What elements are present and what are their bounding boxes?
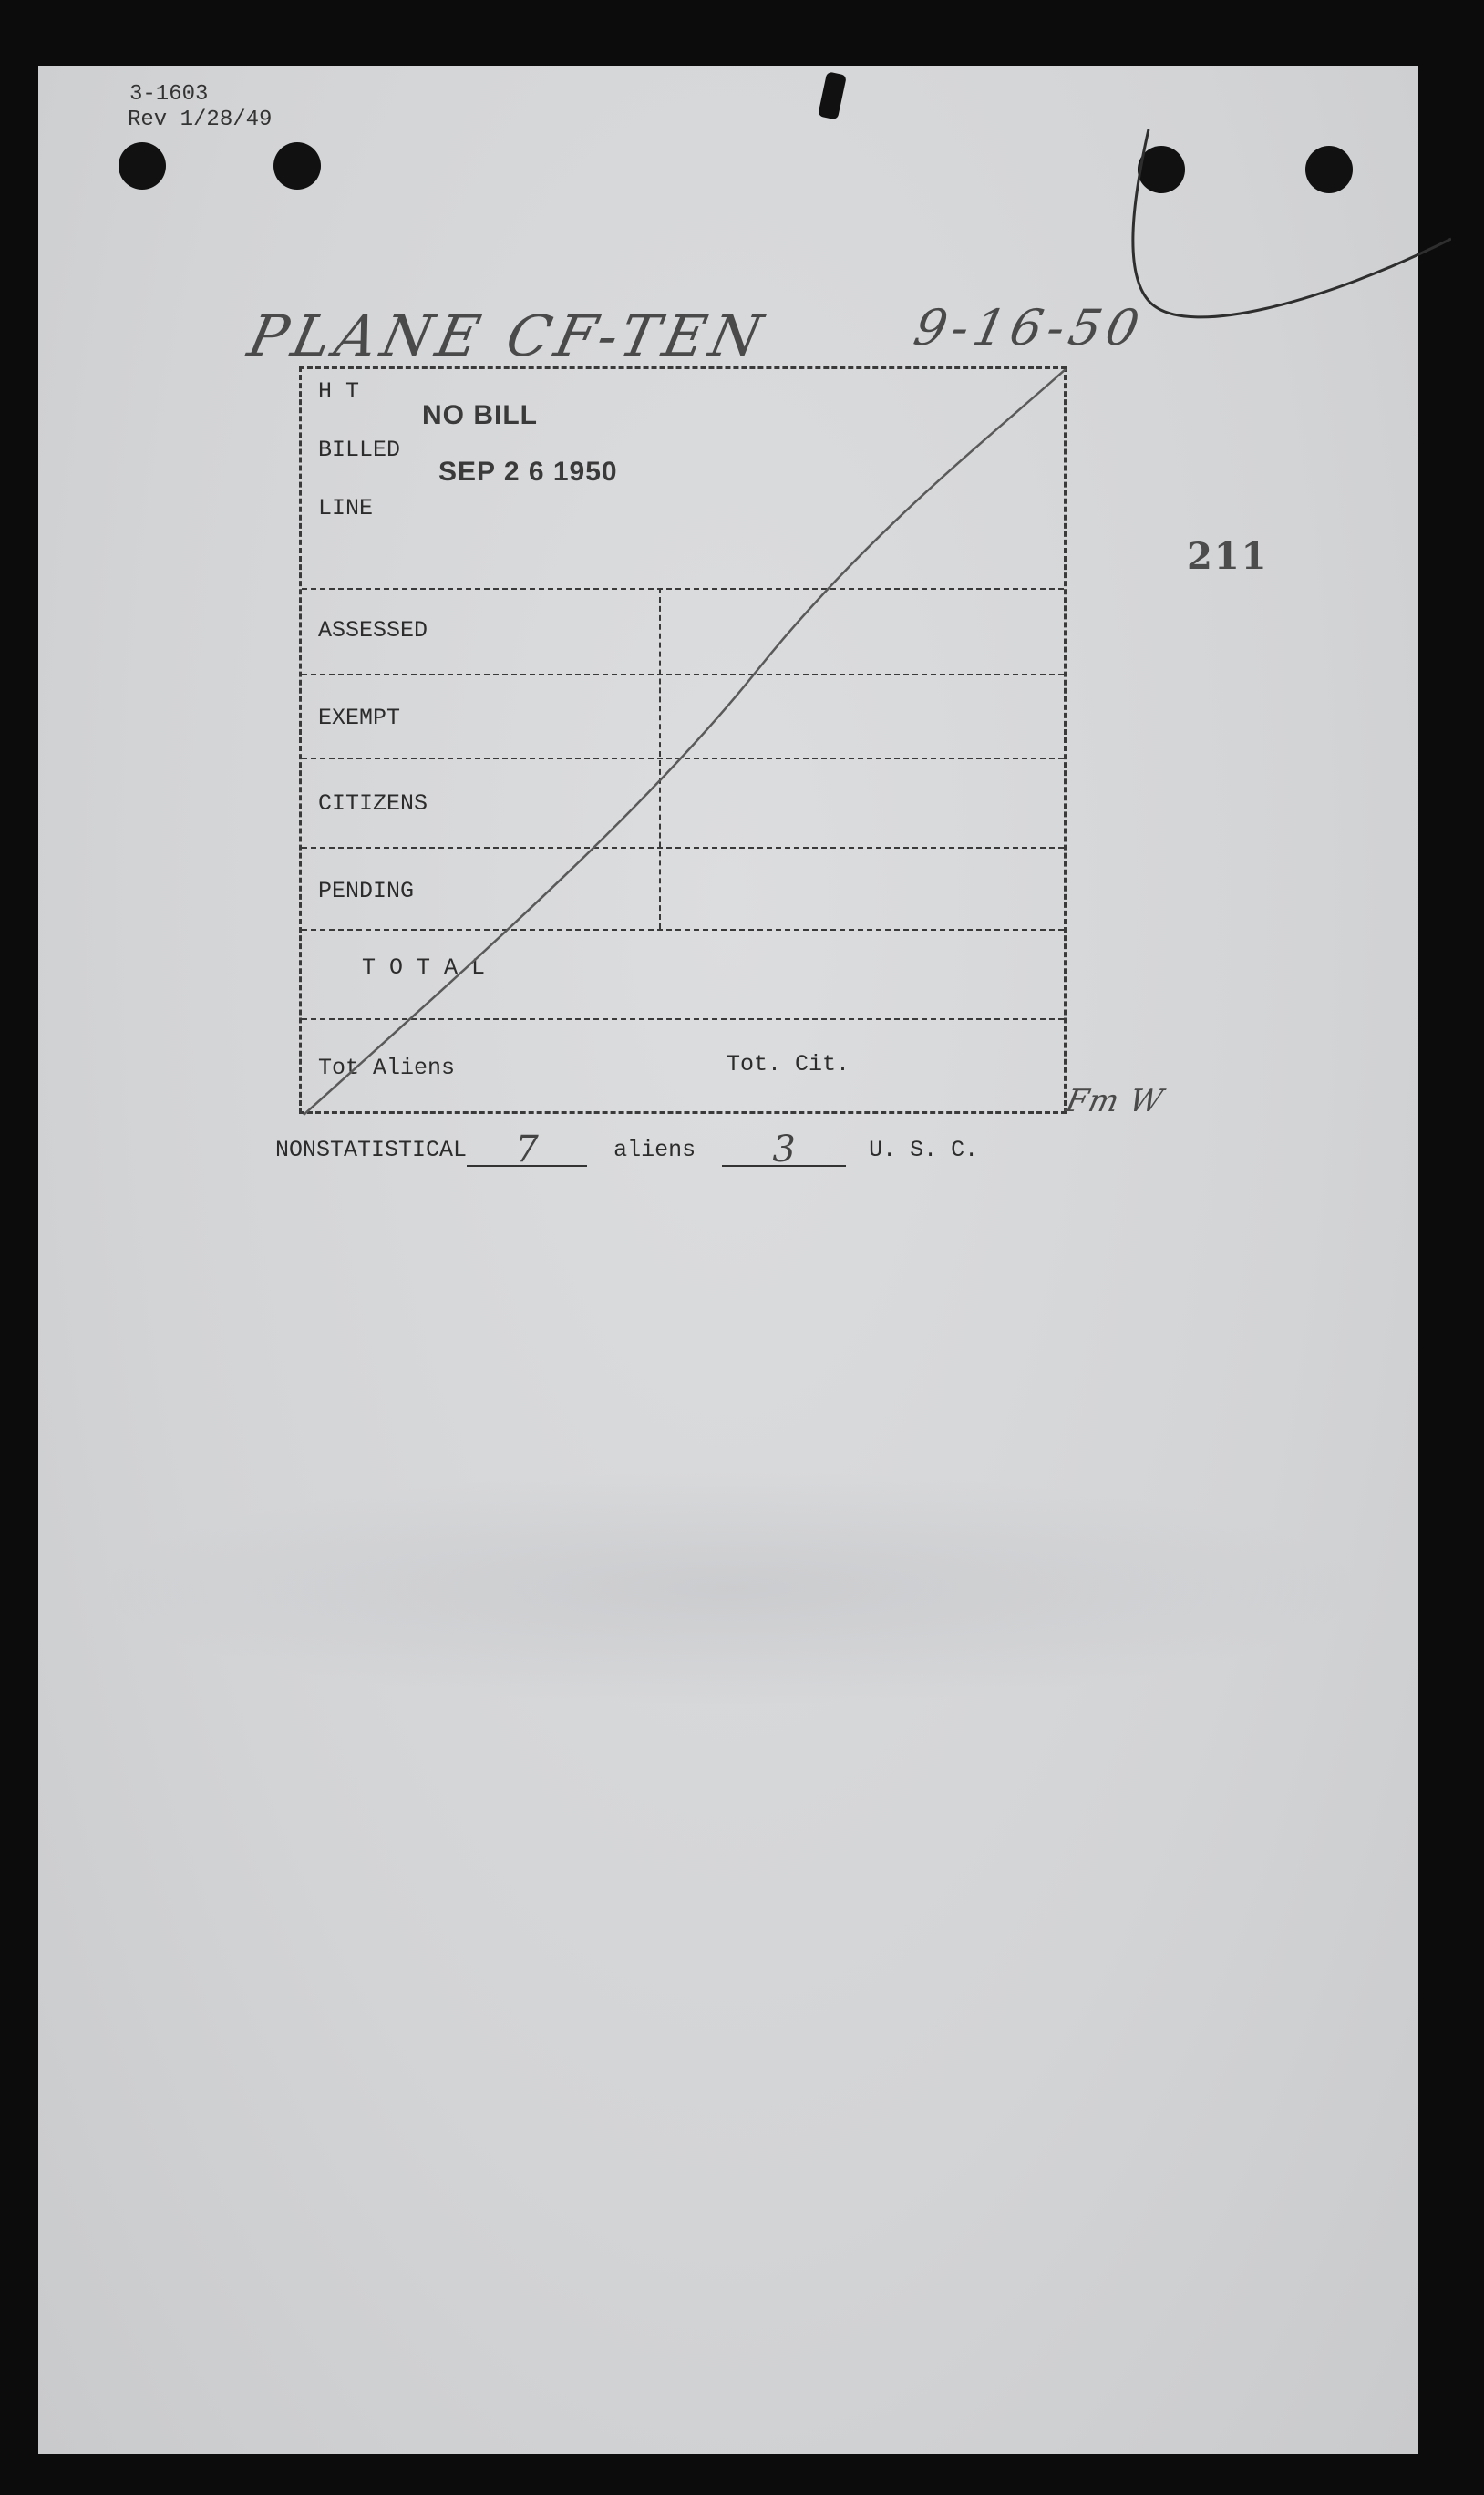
label-tot-aliens: Tot Aliens bbox=[318, 1055, 456, 1081]
stamp-no-bill: NO BILL bbox=[422, 400, 538, 430]
nonstatistical-label: NONSTATISTICAL bbox=[275, 1137, 468, 1163]
aliens-count-blank bbox=[467, 1123, 587, 1170]
scan-smudge bbox=[93, 1469, 1369, 1706]
aliens-count: 7 bbox=[515, 1129, 539, 1170]
manifest-summary-form bbox=[299, 366, 1067, 1114]
usc-count-blank bbox=[722, 1123, 846, 1170]
document-sheet bbox=[38, 66, 1418, 2454]
row-label-exempt: EXEMPT bbox=[318, 705, 401, 731]
page-number: 211 bbox=[1187, 535, 1269, 578]
row-label-pending: PENDING bbox=[318, 878, 415, 904]
label-ht: H T bbox=[318, 378, 360, 405]
usc-count: 3 bbox=[772, 1129, 796, 1170]
label-tot-cit: Tot. Cit. bbox=[727, 1051, 850, 1077]
handwritten-date: 9-16-50 bbox=[909, 299, 1149, 356]
usc-label: U. S. C. bbox=[869, 1137, 979, 1163]
diagonal-cancel-line bbox=[302, 369, 1069, 1117]
stamp-date: SEP 2 6 1950 bbox=[438, 457, 618, 487]
nonstatistical-line bbox=[275, 1123, 979, 1170]
handwritten-initials: Fm W bbox=[1062, 1083, 1167, 1119]
label-billed: BILLED bbox=[318, 437, 401, 463]
ink-mark bbox=[818, 71, 847, 119]
row-label-citizens: CITIZENS bbox=[318, 790, 428, 817]
label-total: T O T A L bbox=[362, 954, 486, 981]
handwritten-vessel: PLANE CF-TEN bbox=[242, 303, 773, 369]
form-revision: Rev 1/28/49 bbox=[128, 108, 273, 132]
aliens-label: aliens bbox=[613, 1137, 696, 1163]
punch-hole bbox=[119, 142, 166, 190]
label-line: LINE bbox=[318, 495, 374, 521]
punch-hole bbox=[273, 142, 321, 190]
form-number: 3-1603 bbox=[129, 82, 209, 107]
row-label-assessed: ASSESSED bbox=[318, 617, 428, 644]
